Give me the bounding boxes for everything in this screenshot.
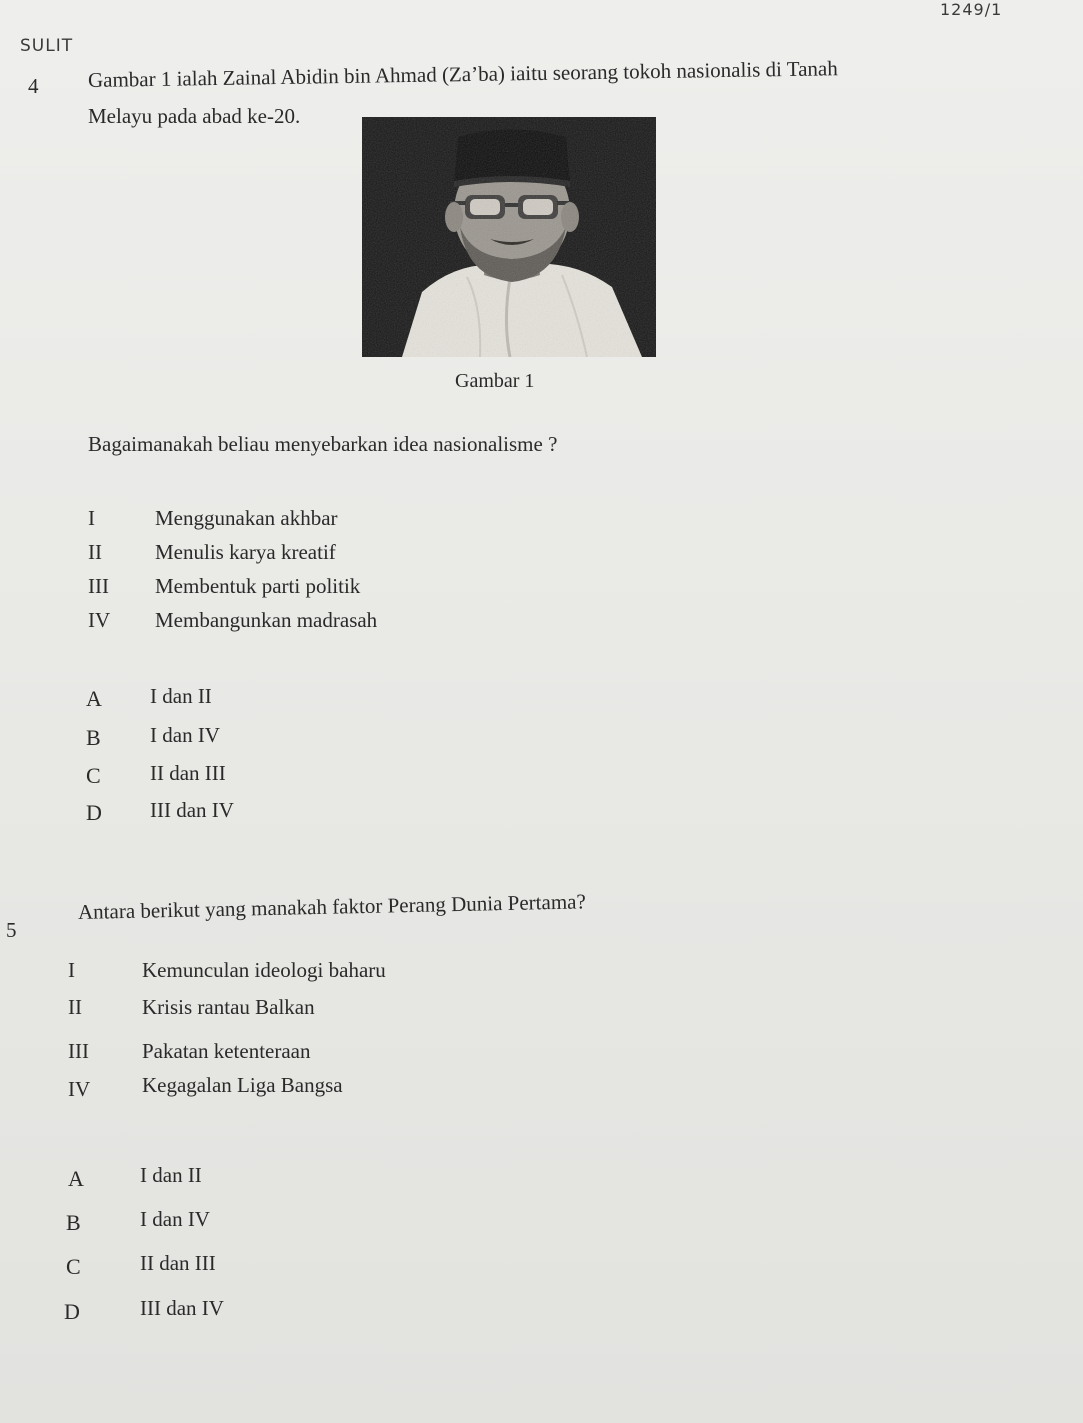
question-5-prompt: Antara berikut yang manakah faktor Perang Dunia Pertama? (77, 889, 587, 924)
question-4-intro-line1: Gambar 1 ialah Zainal Abidin bin Ahmad (Za’ba) iaitu seorang tokoh nasionalis di Tanah (87, 56, 838, 92)
q5-statement-2-roman: II (68, 995, 82, 1019)
q5-statement-4-text: Kegagalan Liga Bangsa (142, 1073, 343, 1097)
q4-option-c-text[interactable]: II dan III (150, 761, 226, 785)
q5-option-a-letter[interactable]: A (68, 1166, 84, 1191)
q4-option-b-text[interactable]: I dan IV (150, 723, 220, 747)
paper-code: 1249/1 (940, 0, 1003, 19)
q5-statement-4-roman: IV (68, 1077, 91, 1101)
q4-statement-4-text: Membangunkan madrasah (155, 608, 378, 632)
q4-statement-1-roman: I (88, 506, 95, 530)
q4-statement-3-roman: III (88, 574, 109, 598)
q5-statement-3-roman: III (68, 1039, 89, 1063)
q5-statement-3-text: Pakatan ketenteraan (142, 1039, 311, 1063)
q5-option-b-letter[interactable]: B (66, 1210, 81, 1235)
q5-statement-1-text: Kemunculan ideologi baharu (142, 958, 386, 982)
q4-option-a-text[interactable]: I dan II (150, 684, 212, 708)
q5-option-b-text[interactable]: I dan IV (140, 1207, 210, 1231)
question-5-number: 5 (6, 918, 17, 942)
portrait-image (362, 117, 656, 357)
question-4-number: 4 (28, 74, 39, 98)
q4-option-d-letter[interactable]: D (86, 800, 102, 825)
q4-statement-4-roman: IV (88, 608, 111, 632)
classification-label: SULIT (20, 36, 74, 56)
q4-option-c-letter[interactable]: C (86, 763, 101, 788)
q5-option-a-text[interactable]: I dan II (140, 1163, 202, 1187)
q4-option-d-text[interactable]: III dan IV (150, 798, 234, 822)
q4-statement-3-text: Membentuk parti politik (155, 574, 361, 598)
q5-statement-2-text: Krisis rantau Balkan (142, 995, 315, 1019)
q5-option-c-text[interactable]: II dan III (140, 1251, 216, 1275)
q5-option-c-letter[interactable]: C (66, 1254, 81, 1279)
q4-option-a-letter[interactable]: A (86, 686, 102, 711)
figure-caption: Gambar 1 (455, 370, 535, 392)
q4-option-b-letter[interactable]: B (86, 725, 101, 750)
q5-option-d-letter[interactable]: D (64, 1299, 80, 1324)
portrait-photo (362, 117, 656, 357)
q4-statement-2-text: Menulis karya kreatif (155, 540, 336, 564)
q4-statement-1-text: Menggunakan akhbar (155, 506, 338, 530)
question-4-prompt: Bagaimanakah beliau menyebarkan idea nasionalisme ? (88, 432, 558, 456)
question-4-intro-line2: Melayu pada abad ke-20. (88, 104, 301, 128)
q4-statement-2-roman: II (88, 540, 102, 564)
q5-option-d-text[interactable]: III dan IV (140, 1296, 224, 1320)
q5-statement-1-roman: I (68, 958, 75, 982)
